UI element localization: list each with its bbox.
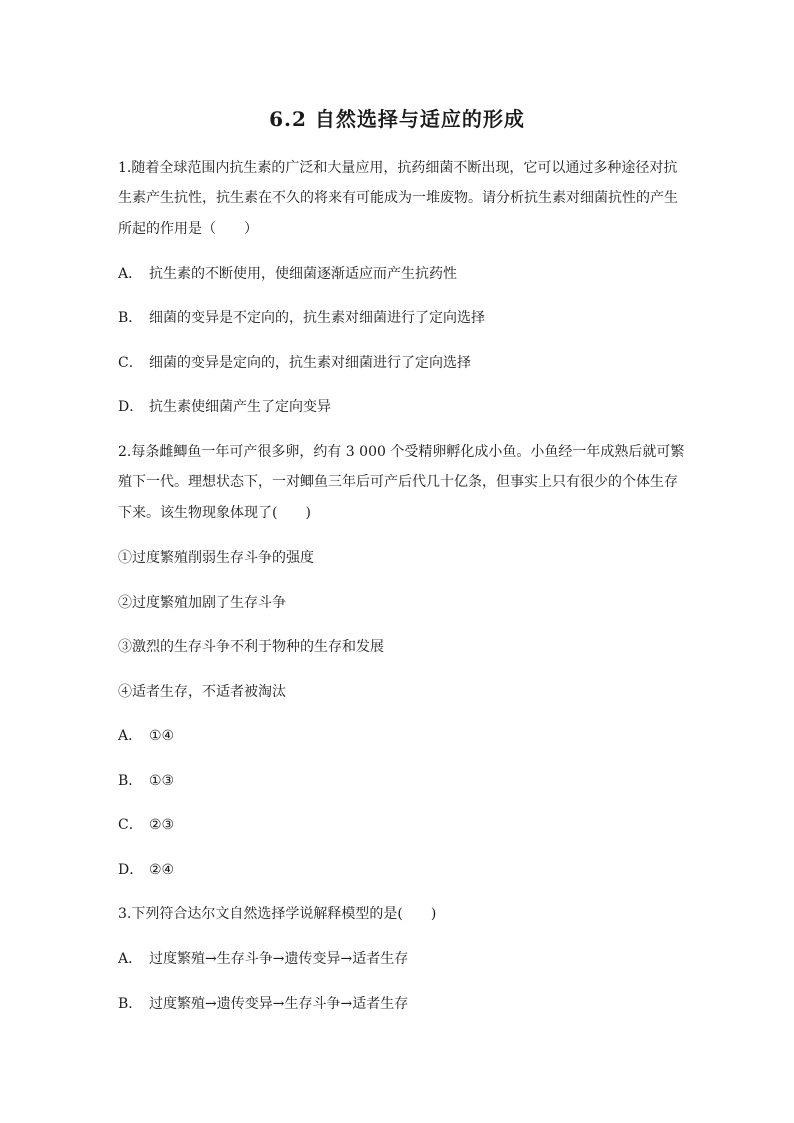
option-letter: A． xyxy=(118,951,143,967)
question-2-option-a xyxy=(118,726,678,746)
option-text: 抗生素的不断使用，使细菌逐渐适应而产生抗药性 xyxy=(149,266,457,282)
option-text: ①④ xyxy=(149,728,175,744)
option-text: ②③ xyxy=(149,817,175,833)
option-text: 过度繁殖→遗传变异→生存斗争→适者生存 xyxy=(149,996,409,1012)
option-letter: D． xyxy=(118,862,144,878)
option-letter: A． xyxy=(118,266,143,282)
option-letter: B． xyxy=(118,996,143,1012)
option-text: ②④ xyxy=(149,862,175,878)
question-2-statement-3: ③激烈的生存斗争不利于物种的生存和发展 xyxy=(118,639,384,655)
question-2-option-d xyxy=(118,860,678,880)
option-text: 细菌的变异是定向的，抗生素对细菌进行了定向选择 xyxy=(149,355,471,371)
option-text: 细菌的变异是不定向的，抗生素对细菌进行了定向选择 xyxy=(149,310,485,326)
option-letter: B． xyxy=(118,310,143,326)
question-1-option-d xyxy=(118,397,678,417)
question-1-text-line-2: 生素产生抗性，抗生素在不久的将来有可能成为一堆废物。请分析抗生素对细菌抗性的产生 xyxy=(118,190,678,206)
question-2-text-line-3: 下来。该生物现象体现了( ) xyxy=(118,505,311,521)
option-text: 过度繁殖→生存斗争→遗传变异→适者生存 xyxy=(149,951,409,967)
option-letter: D． xyxy=(118,399,144,415)
option-letter: C． xyxy=(118,817,143,833)
question-1-option-c xyxy=(118,353,678,373)
question-1-text-line-1: 1.随着全球范围内抗生素的广泛和大量应用，抗药细菌不断出现，它可以通过多种途径对抗 xyxy=(118,160,678,176)
question-2-option-b xyxy=(118,771,678,791)
question-1-text-line-3: 所起的作用是（ ） xyxy=(118,221,258,237)
question-1-option-b xyxy=(118,308,678,328)
option-text: 抗生素使细菌产生了定向变异 xyxy=(149,399,331,415)
option-text: ①③ xyxy=(149,773,175,789)
question-2-option-c xyxy=(118,815,678,835)
question-2-text-line-2: 殖下一代。理想状态下，一对鲫鱼三年后可产后代几十亿条，但事实上只有很少的个体生存 xyxy=(118,474,678,490)
question-3-option-b xyxy=(118,994,678,1014)
page-title: 6.2 自然选择与适应的形成 xyxy=(269,107,525,131)
option-letter: B． xyxy=(118,773,143,789)
question-2-statement-4: ④适者生存，不适者被淘汰 xyxy=(118,684,286,700)
question-3-option-a xyxy=(118,949,678,969)
question-2-statement-1: ①过度繁殖削弱生存斗争的强度 xyxy=(118,550,314,566)
question-2-statement-2: ②过度繁殖加剧了生存斗争 xyxy=(118,595,286,611)
option-letter: C． xyxy=(118,355,143,371)
option-letter: A． xyxy=(118,728,143,744)
question-3-text-line-1: 3.下列符合达尔文自然选择学说解释模型的是( ) xyxy=(118,906,437,922)
question-2-text-line-1: 2.每条雌鲫鱼一年可产很多卵，约有 3 000 个受精卵孵化成小鱼。小鱼经一年成熟后就可繁 xyxy=(118,444,685,460)
question-1-option-a xyxy=(118,264,678,284)
